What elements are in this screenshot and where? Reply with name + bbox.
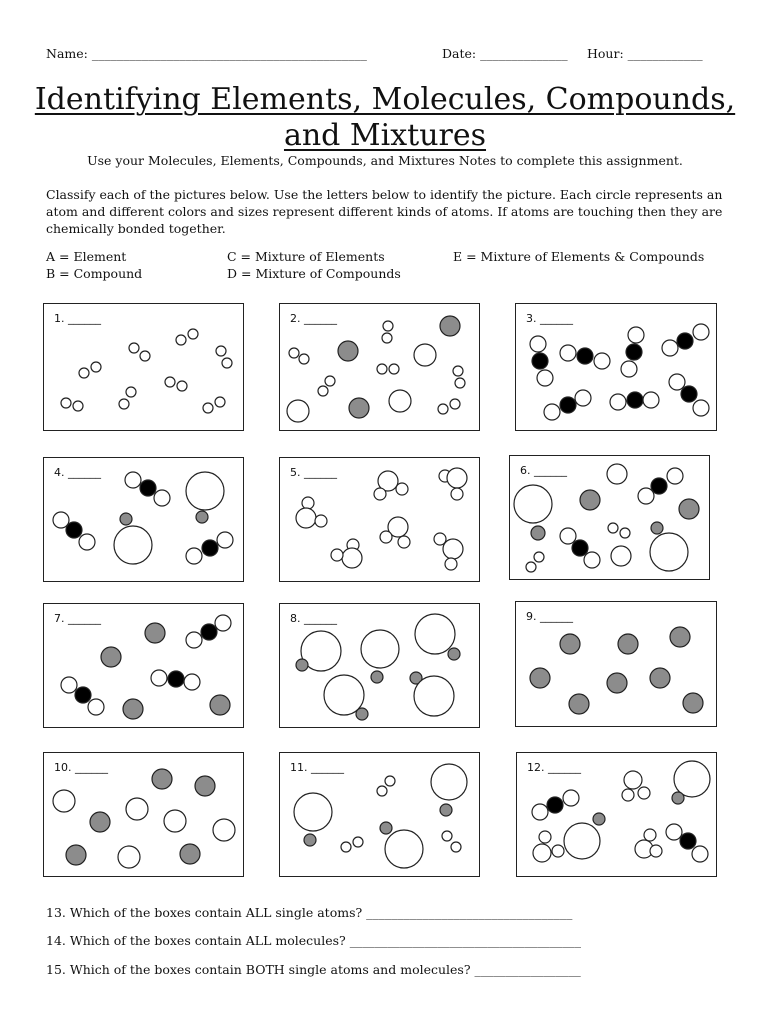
box-11 [279, 752, 480, 877]
box-2 [279, 303, 480, 431]
box-4 [43, 457, 244, 582]
subtitle: Use your Molecules, Elements, Compounds, and Mixtures Notes to complete this assignment. [87, 153, 683, 168]
name-field[interactable]: Name: ____________________________________________ [46, 46, 367, 61]
box-10-atoms [44, 753, 245, 878]
box-label[interactable]: 3. ______ [526, 312, 573, 325]
instructions: Classify each of the pictures below. Use the letters below to identify the picture. Each circle represents an atom and different colors and sizes represent different kinds of atoms. If atoms are touching then they are chemically bonded together. [46, 187, 723, 236]
legend-e: E = Mixture of Elements & Compounds [453, 249, 705, 264]
box-3 [515, 303, 717, 431]
box-3-atoms [516, 304, 718, 432]
box-2-atoms [280, 304, 481, 432]
box-5 [279, 457, 480, 582]
box-1-atoms [44, 304, 245, 432]
box-8 [279, 603, 480, 728]
box-label[interactable]: 11. ______ [290, 761, 344, 774]
box-7-atoms [44, 604, 245, 729]
date-field[interactable]: Date: ______________ [442, 46, 568, 61]
box-9 [515, 601, 717, 727]
box-8-atoms [280, 604, 481, 729]
box-label[interactable]: 5. ______ [290, 466, 337, 479]
hour-field[interactable]: Hour: ____________ [587, 46, 703, 61]
box-label[interactable]: 12. ______ [527, 761, 581, 774]
question-14[interactable]: 14. Which of the boxes contain ALL molecules? _____________________________________ [46, 933, 581, 948]
box-7 [43, 603, 244, 728]
box-6 [509, 455, 710, 580]
question-13[interactable]: 13. Which of the boxes contain ALL single atoms? _________________________________ [46, 905, 573, 920]
box-6-atoms [510, 456, 711, 581]
box-label[interactable]: 2. ______ [290, 312, 337, 325]
box-5-atoms [280, 458, 481, 583]
box-label[interactable]: 1. ______ [54, 312, 101, 325]
question-15[interactable]: 15. Which of the boxes contain BOTH single atoms and molecules? _________________ [46, 962, 581, 977]
box-label[interactable]: 9. ______ [526, 610, 573, 623]
box-1 [43, 303, 244, 431]
box-9-atoms [516, 602, 718, 728]
box-4-atoms [44, 458, 245, 583]
box-label[interactable]: 4. ______ [54, 466, 101, 479]
box-10 [43, 752, 244, 877]
legend-b: B = Compound [46, 266, 143, 281]
box-12 [516, 752, 717, 877]
page-title: Identifying Elements, Molecules, Compounds, and Mixtures [34, 82, 736, 153]
box-label[interactable]: 6. ______ [520, 464, 567, 477]
legend-a: A = Element [46, 249, 127, 264]
box-11-atoms [280, 753, 481, 878]
legend-d: D = Mixture of Compounds [227, 266, 401, 281]
box-label[interactable]: 10. ______ [54, 761, 108, 774]
box-label[interactable]: 7. ______ [54, 612, 101, 625]
box-label[interactable]: 8. ______ [290, 612, 337, 625]
box-12-atoms [517, 753, 718, 878]
legend-c: C = Mixture of Elements [227, 249, 385, 264]
